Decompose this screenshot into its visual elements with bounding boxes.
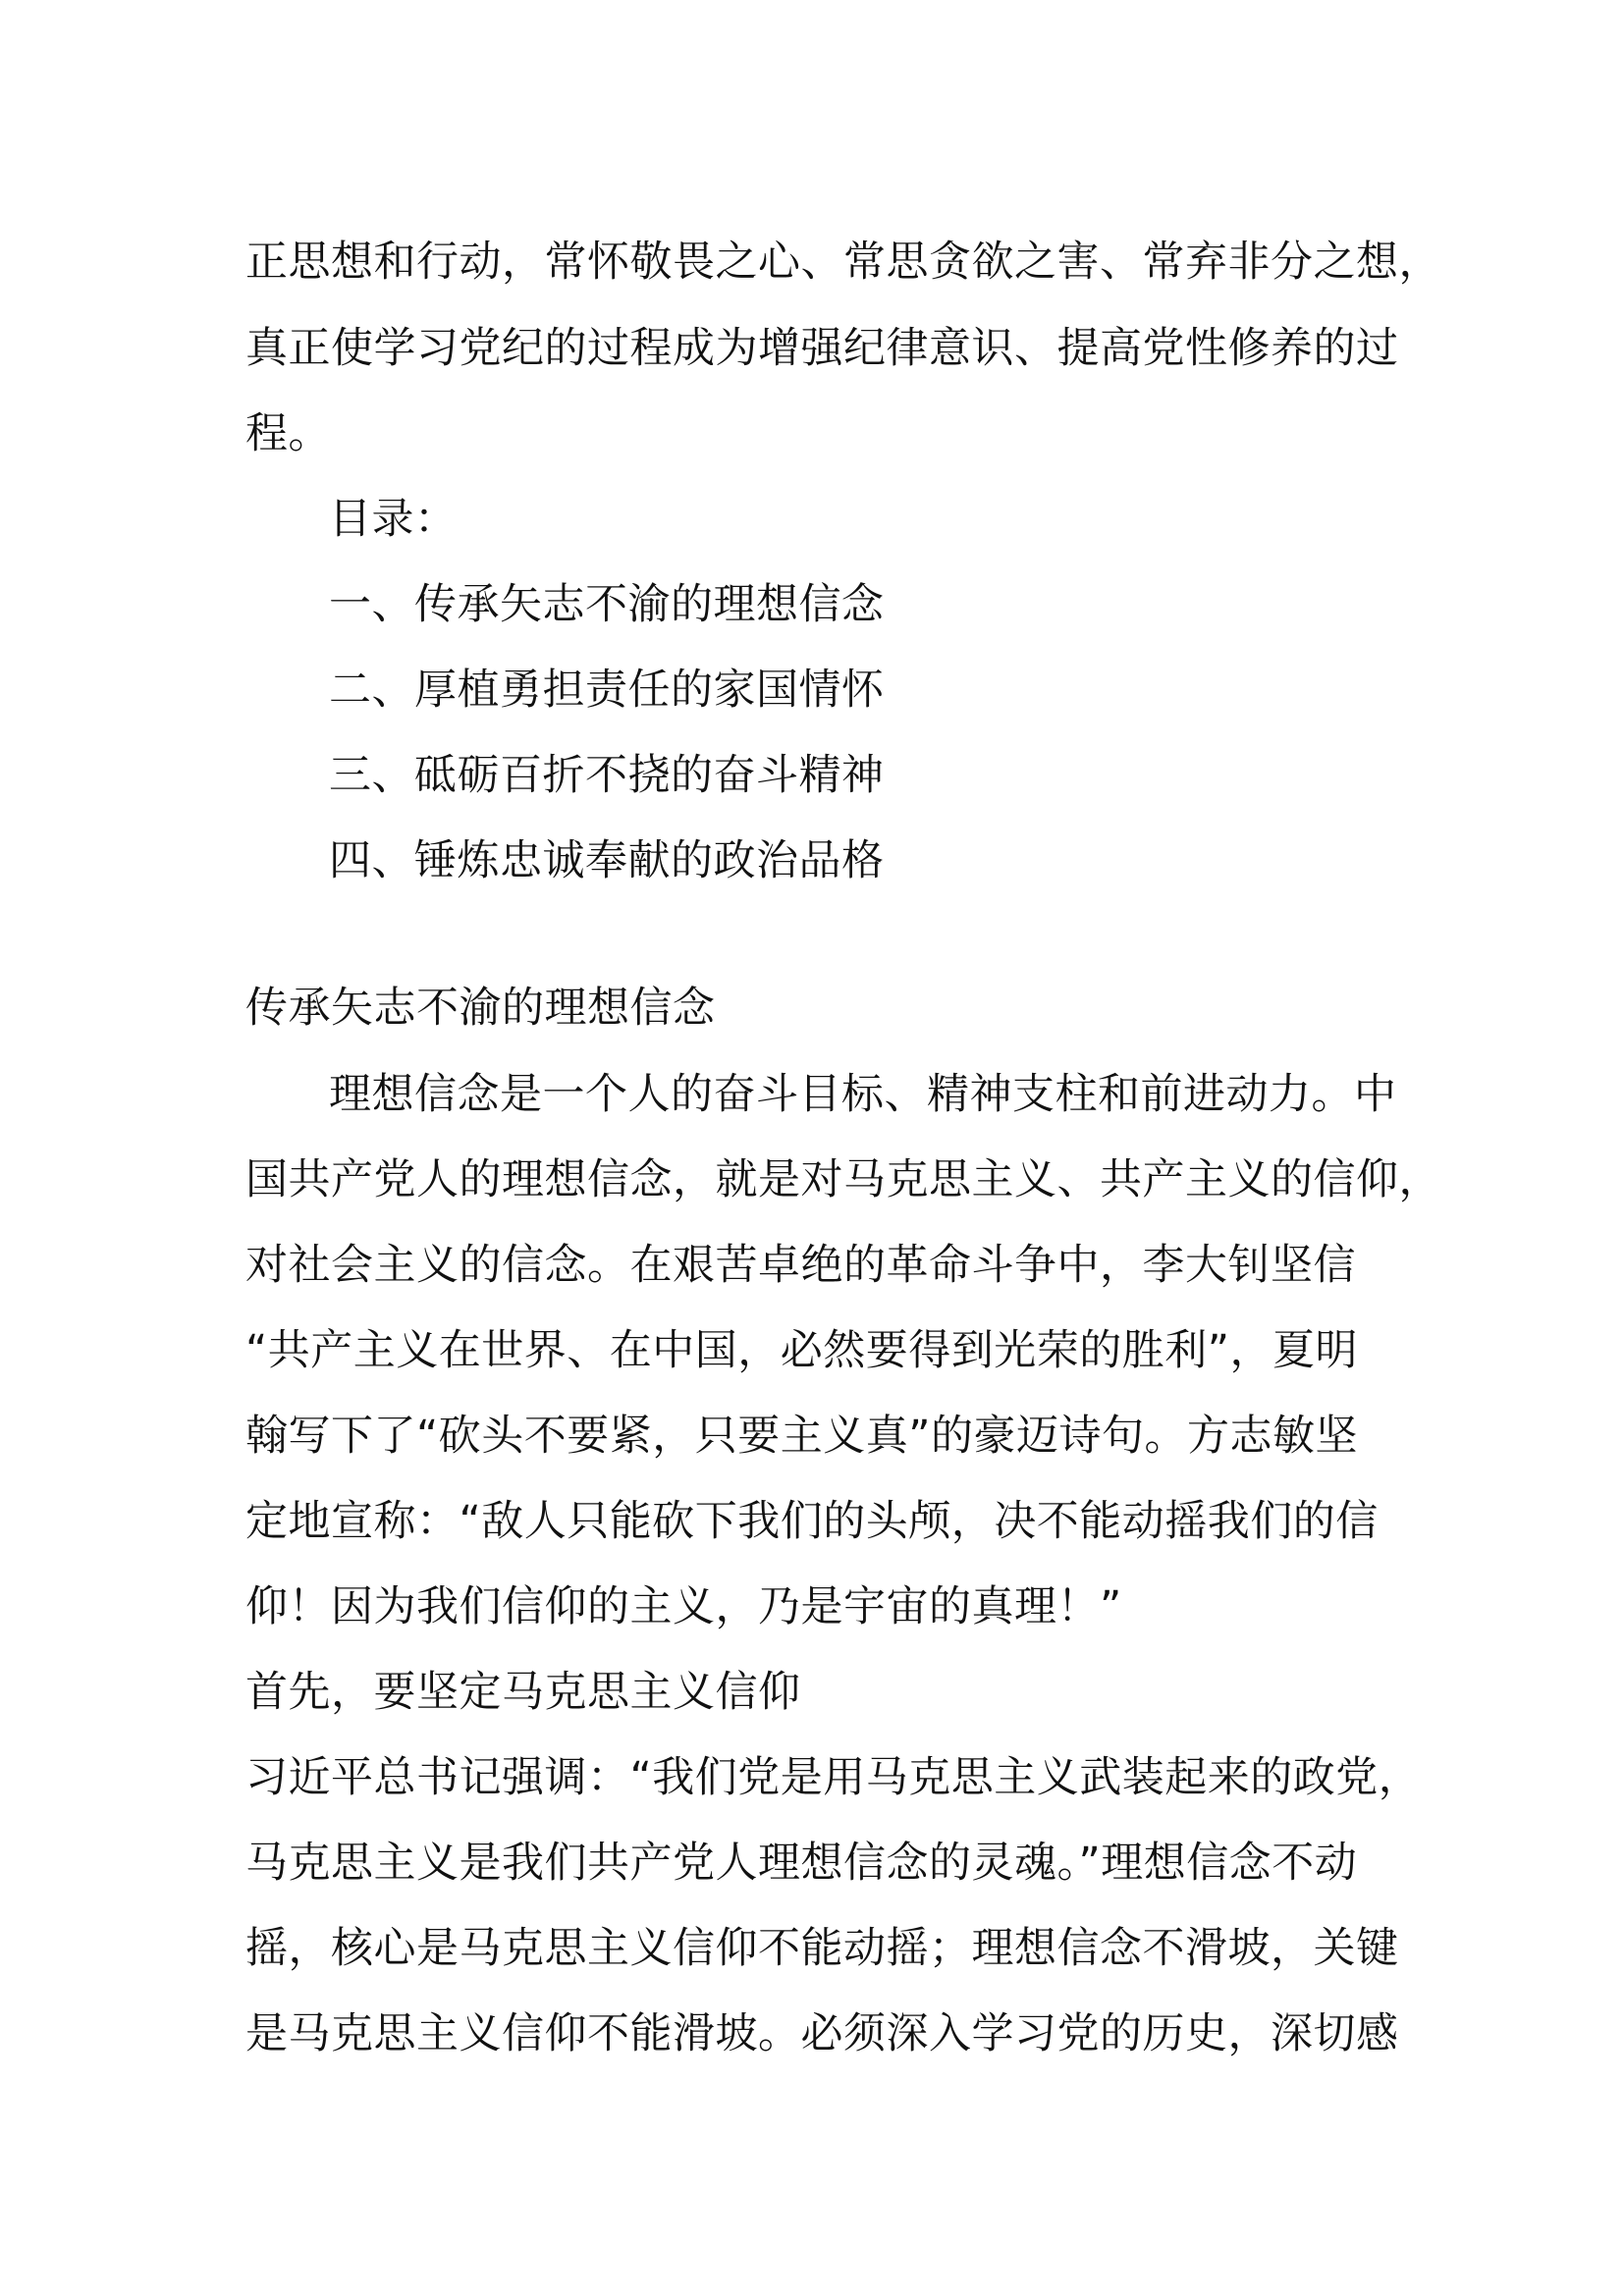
intro-line-3: 程。 <box>245 409 331 458</box>
toc-item-3: 三、砥砺百折不挠的奋斗精神 <box>329 751 885 800</box>
sub-paragraph-line-4: 是马克思主义信仰不能滑坡。必须深入学习党的历史，深切感 <box>245 2009 1399 2058</box>
toc-item-2: 二、厚植勇担责任的家国情怀 <box>329 666 885 715</box>
toc-title: 目录： <box>329 495 458 544</box>
paragraph-line-2: 国共产党人的理想信念，就是对马克思主义、共产主义的信仰， <box>245 1155 1441 1204</box>
paragraph-line-1: 理想信念是一个人的奋斗目标、精神支柱和前进动力。中 <box>329 1070 1397 1119</box>
sub-paragraph-line-3: 摇，核心是马克思主义信仰不能动摇；理想信念不滑坡，关键 <box>245 1924 1399 1973</box>
section-heading: 传承矢志不渝的理想信念 <box>245 984 716 1033</box>
toc-item-1: 一、传承矢志不渝的理想信念 <box>329 580 885 629</box>
toc-item-4: 四、锤炼忠诚奉献的政治品格 <box>329 836 885 885</box>
intro-line-2: 真正使学习党纪的过程成为增强纪律意识、提高党性修养的过 <box>245 324 1399 373</box>
paragraph-line-7: 仰！因为我们信仰的主义，乃是宇宙的真理！” <box>245 1582 1122 1631</box>
sub-paragraph-line-2: 马克思主义是我们共产党人理想信念的灵魂。”理想信念不动 <box>245 1839 1358 1888</box>
subheading: 首先，要坚定马克思主义信仰 <box>245 1668 801 1717</box>
paragraph-line-3: 对社会主义的信念。在艰苦卓绝的革命斗争中，李大钊坚信 <box>245 1241 1356 1290</box>
paragraph-line-4: “共产主义在世界、在中国，必然要得到光荣的胜利”，夏明 <box>245 1326 1359 1375</box>
paragraph-line-6: 定地宣称：“敌人只能砍下我们的头颅，决不能动摇我们的信 <box>245 1497 1379 1546</box>
intro-line-1: 正思想和行动，常怀敬畏之心、常思贪欲之害、常弃非分之想， <box>245 238 1441 287</box>
paragraph-line-5: 翰写下了“砍头不要紧，只要主义真”的豪迈诗句。方志敏坚 <box>245 1412 1359 1461</box>
sub-paragraph-line-1: 习近平总书记强调：“我们党是用马克思主义武装起来的政党， <box>245 1753 1422 1802</box>
